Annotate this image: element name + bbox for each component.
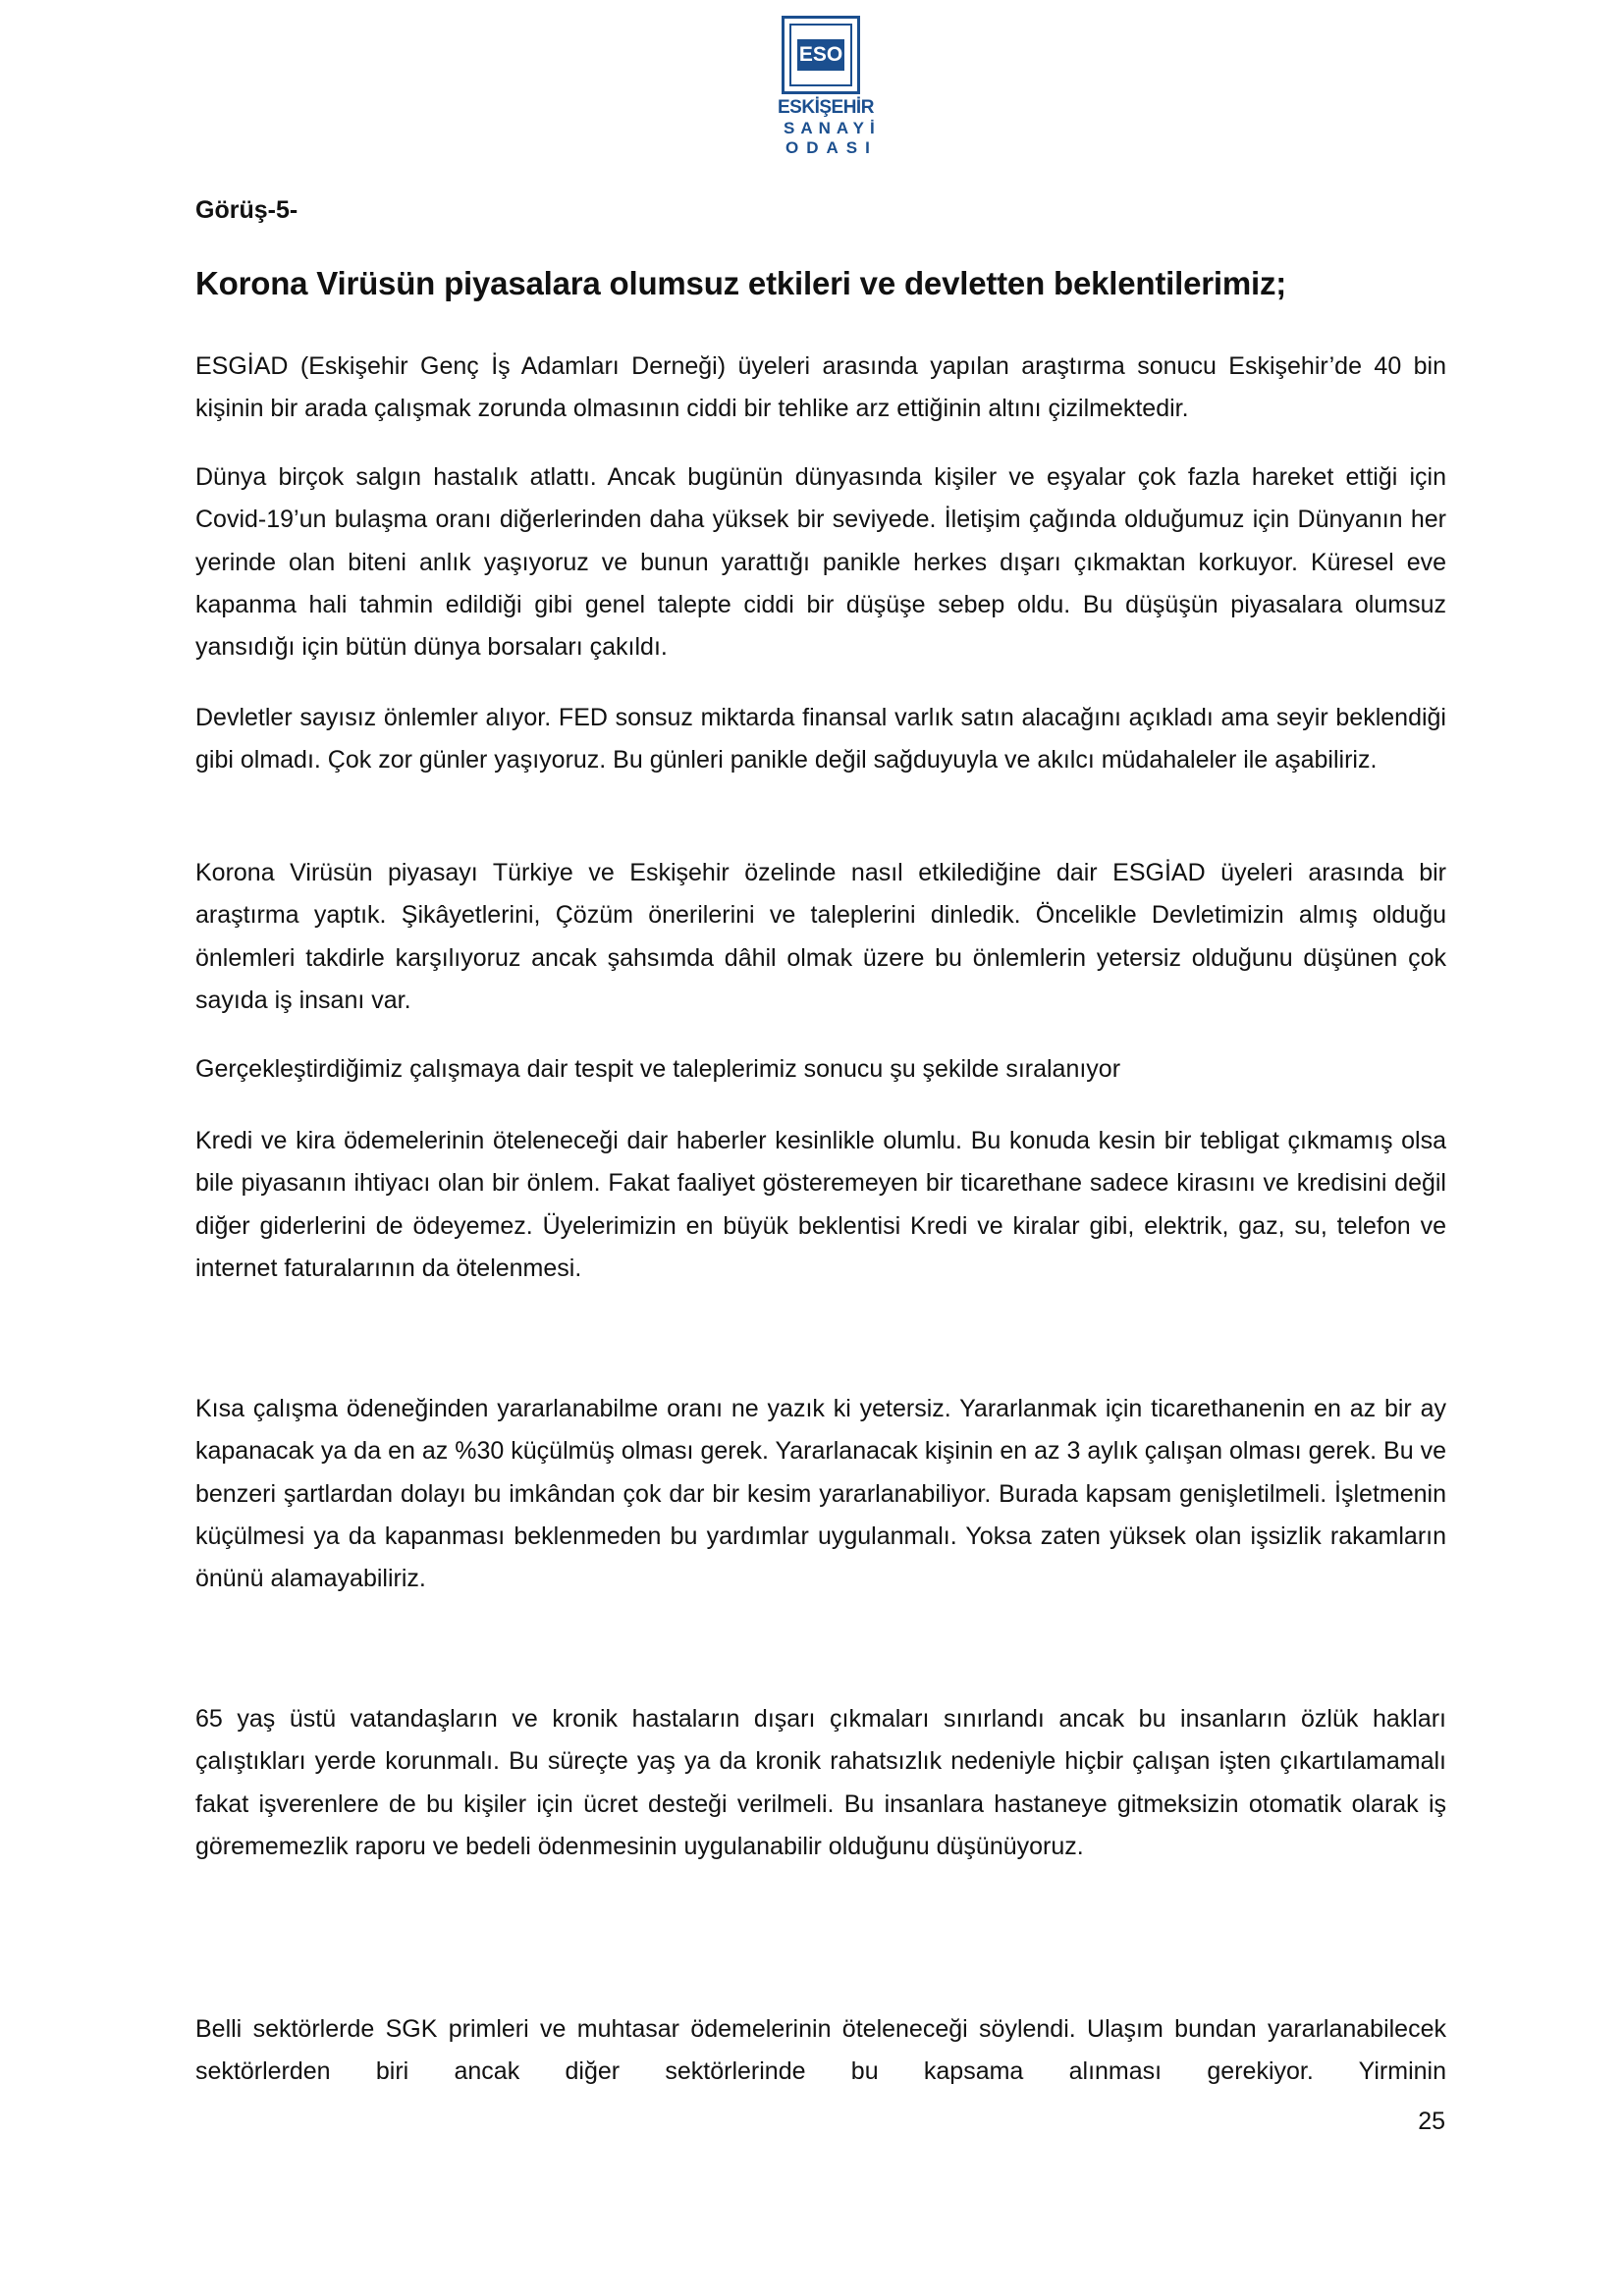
document-title: Korona Virüsün piyasalara olumsuz etkileri ve devletten beklentilerimiz;: [195, 265, 1287, 301]
paragraph-7: Kısa çalışma ödeneğinden yararlanabilme oranı ne yazık ki yetersiz. Yararlanmak için ticarethanenin en az bir ay kapanacak ya da en az %30 küçülmüş olması gerek. Yararlanacak kişinin en az 3 aylık çalışan olması gerek. Bu ve benzeri şartlardan dolayı bu imkândan çok dar bir kesim yararlanabiliyor. Burada kapsam genişletilmeli. İşletmenin küçülmesi ya da kapanması beklenmeden bu yardımlar uygulanmalı. Yoksa zaten yüksek olan işsizlik rakamların önünü alamayabiliriz.: [195, 1395, 1446, 1593]
section-label: Görüş-5-: [195, 196, 298, 224]
eso-logo-mark: [782, 16, 860, 94]
paragraph-5: Gerçekleştirdiğimiz çalışmaya dair tespit ve taleplerimiz sonucu şu şekilde sıralanıyor: [195, 1055, 1121, 1083]
logo-line-sanayi: SANAYİ: [784, 119, 881, 137]
paragraph-8: 65 yaş üstü vatandaşların ve kronik hastaların dışarı çıkmaları sınırlandı ancak bu insanların özlük hakları çalıştıkları yerde korunmalı. Bu süreçte yaş ya da kronik rahatsızlık nedeniyle hiçbir çalışan işten çıkartılamamalı fakat işverenlere de bu kişiler için ücret desteği verilmeli. Bu insanlara hastaneye gitmeksizin otomatik olarak iş görememezlik raporu ve bedeli ödenmesinin uygulanabilir olduğunu düşünüyoruz.: [195, 1705, 1446, 1860]
paragraph-1: ESGİAD (Eskişehir Genç İş Adamları Derneği) üyeleri arasında yapılan araştırma sonucu Eskişehir’de 40 bin kişinin bir arada çalışmak zorunda olmasının ciddi bir tehlike arz ettiğinin altını çizilmektedir.: [195, 352, 1446, 423]
logo-line-eskisehir: ESKİŞEHİR: [778, 97, 874, 118]
eso-logo-box-text: ESO: [797, 39, 844, 71]
eso-logo: [778, 16, 881, 169]
paragraph-6: Kredi ve kira ödemelerinin öteleneceği dair haberler kesinlikle olumlu. Bu konuda kesin bir tebligat çıkmamış olsa bile piyasanın ihtiyacı olan bir önlem. Fakat faaliyet gösteremeyen bir ticarethane sadece kirasını ve kredisini değil diğer giderlerini de ödeyemez. Üyelerimizin en büyük beklentisi Kredi ve kiralar gibi, elektrik, gaz, su, telefon ve internet faturalarının da ötelenmesi.: [195, 1127, 1446, 1282]
page-number: 25: [1418, 2108, 1445, 2135]
paragraph-2: Dünya birçok salgın hastalık atlattı. Ancak bugünün dünyasında kişiler ve eşyalar çok fazla hareket ettiği için Covid-19’un bulaşma oranı diğerlerinden daha yüksek bir seviyede. İletişim çağında olduğumuz için Dünyanın her yerinde olan biteni anlık yaşıyoruz ve bunun yarattığı panikle herkes dışarı çıkmaktan korkuyor. Küresel eve kapanma hali tahmin edildiği gibi genel talepte ciddi bir düşüşe sebep oldu. Bu düşüşün piyasalara olumsuz yansıdığı için bütün dünya borsaları çakıldı.: [195, 463, 1446, 662]
paragraph-4: Korona Virüsün piyasayı Türkiye ve Eskişehir özelinde nasıl etkilediğine dair ESGİAD üyeleri arasında bir araştırma yaptık. Şikâyetlerini, Çözüm önerilerini ve taleplerini dinledik. Öncelikle Devletimizin almış olduğu önlemleri takdirle karşılıyoruz ancak şahsımda dâhil olmak üzere bu önlemlerin yetersiz olduğunu düşünen çok sayıda iş insanı var.: [195, 859, 1446, 1014]
paragraph-9: Belli sektörlerde SGK primleri ve muhtasar ödemelerinin öteleneceği söylendi. Ulaşım bundan yararlanabilecek sektörlerden biri ancak diğer sektörlerinde bu kapsama alınması gerekiyor. Yirminin: [195, 2015, 1446, 2086]
paragraph-3: Devletler sayısız önlemler alıyor. FED sonsuz miktarda finansal varlık satın alacağını açıkladı ama seyir beklendiği gibi olmadı. Çok zor günler yaşıyoruz. Bu günleri panikle değil sağduyuyla ve akılcı müdahaleler ile aşabiliriz.: [195, 704, 1446, 774]
logo-line-odasi: ODASI: [785, 138, 878, 157]
